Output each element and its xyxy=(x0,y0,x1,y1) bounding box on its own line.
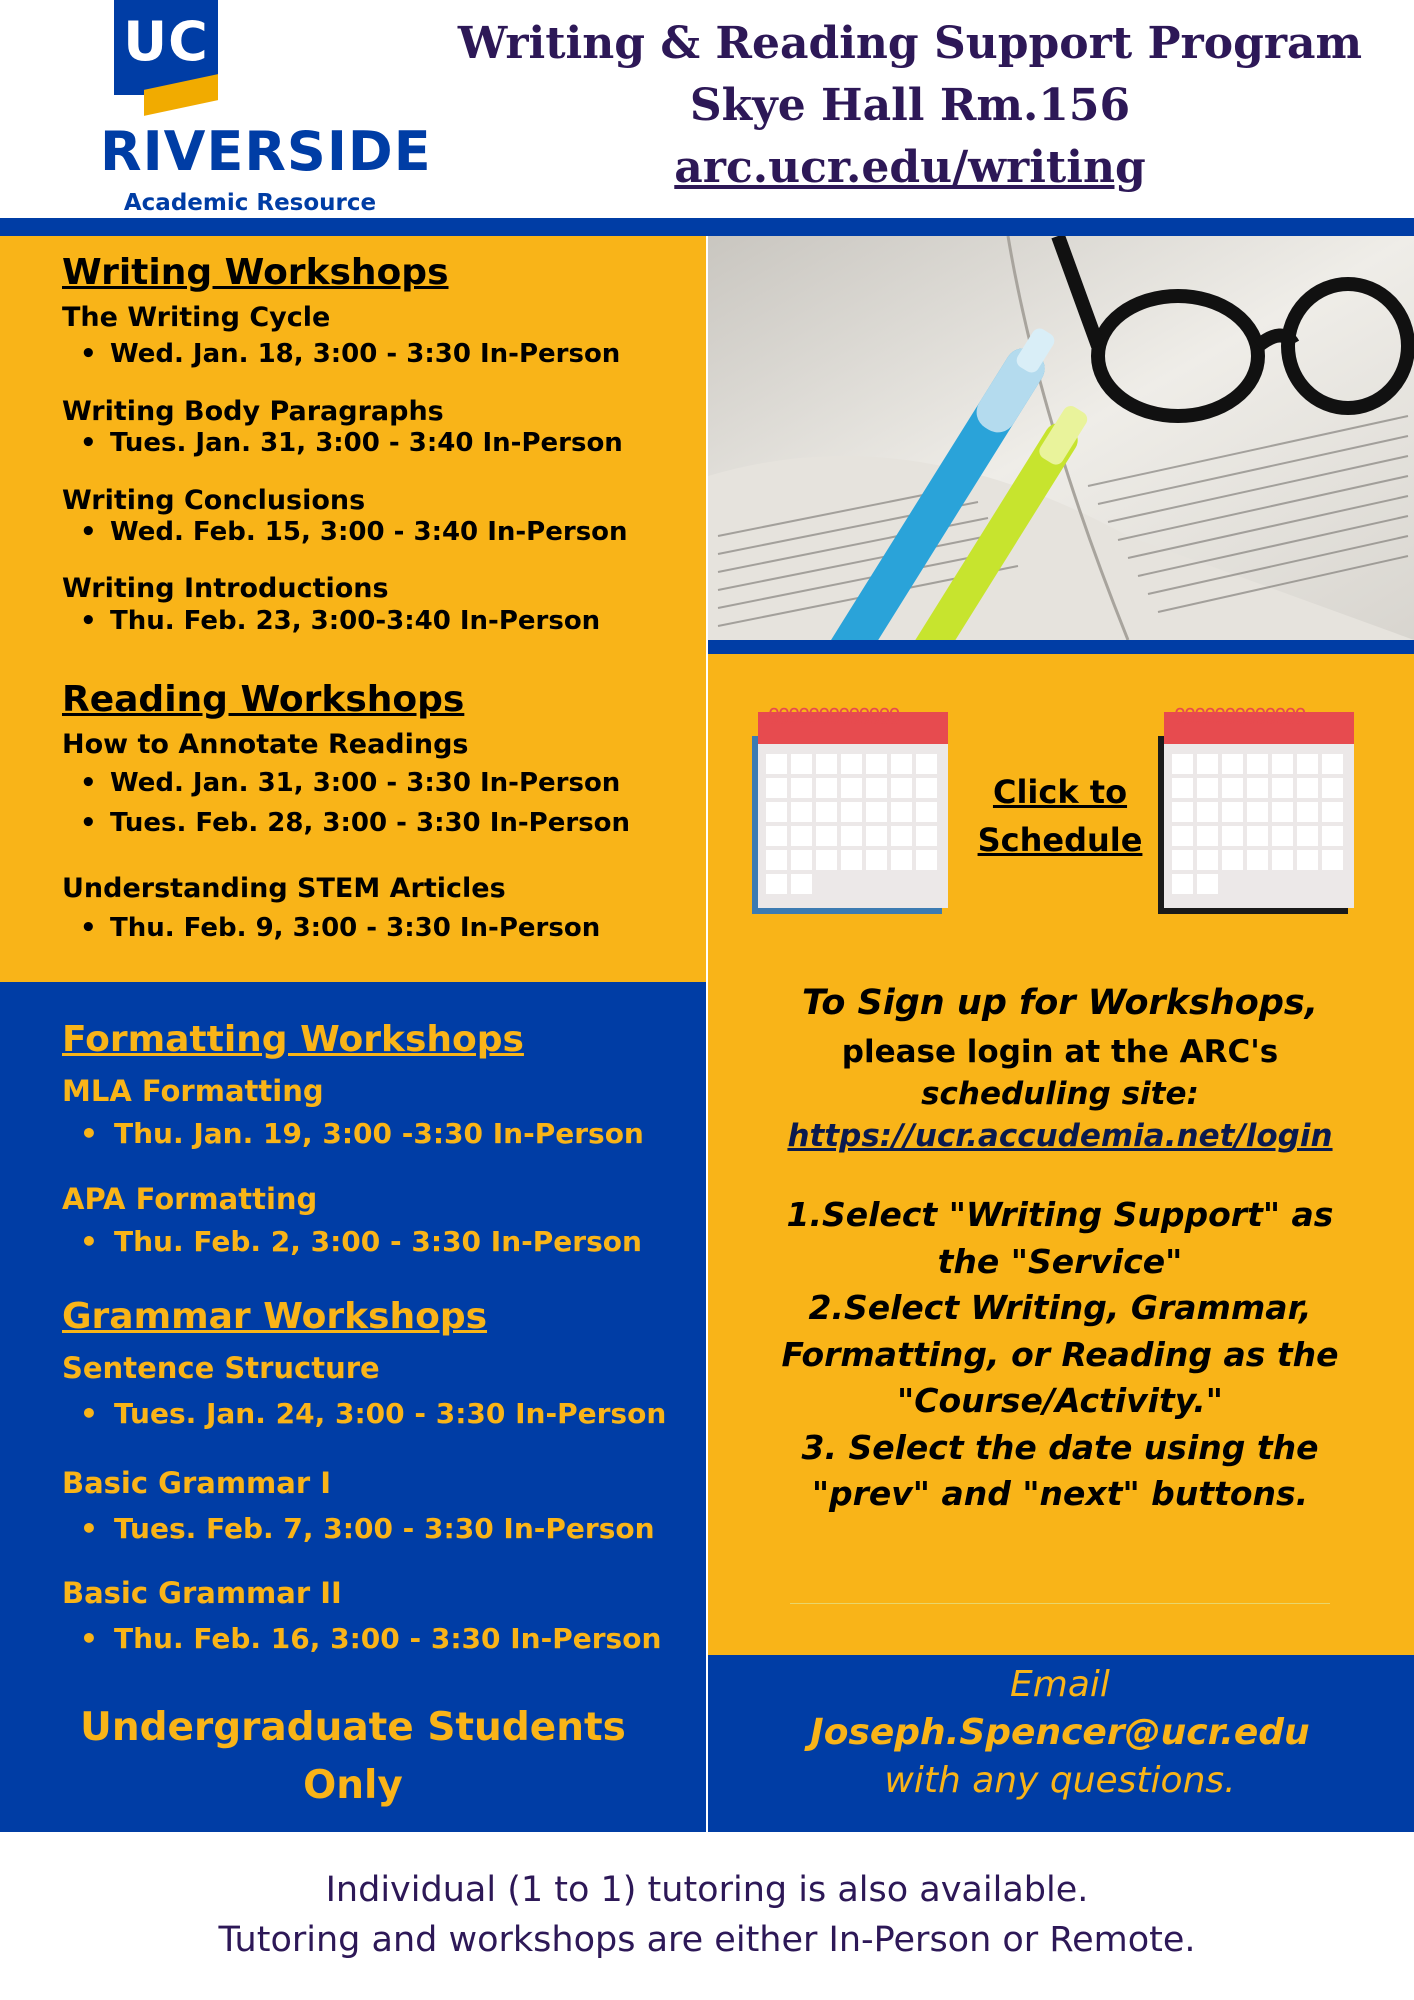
workshop-date: • Tues. Jan. 31, 3:00 - 3:40 In-Person xyxy=(80,428,623,458)
click-to-schedule-line2[interactable]: Schedule xyxy=(977,821,1143,859)
signup-step: Formatting, or Reading as the xyxy=(781,1334,1339,1374)
workshop-date: • Tues. Jan. 24, 3:00 - 3:30 In-Person xyxy=(80,1397,666,1430)
signup-instruction: scheduling site: xyxy=(921,1076,1199,1112)
workshop-title: Writing Introductions xyxy=(62,573,389,604)
calendar-icon[interactable]: ƍƍƍƍƍƍƍƍƍƍƍƍƍ xyxy=(758,700,948,908)
footer-tutoring-note: Individual (1 to 1) tutoring is also available. xyxy=(325,1870,1089,1910)
workshop-date: • Wed. Jan. 31, 3:00 - 3:30 In-Person xyxy=(80,768,620,798)
audience-note-line1: Undergraduate Students xyxy=(80,1705,626,1750)
signup-step: 1.Select "Writing Support" as xyxy=(786,1195,1334,1234)
contact-email[interactable]: Joseph.Spencer@ucr.edu xyxy=(810,1712,1310,1753)
workshop-date: • Wed. Jan. 18, 3:00 - 3:30 In-Person xyxy=(80,339,620,369)
workshop-date: • Thu. Feb. 9, 3:00 - 3:30 In-Person xyxy=(80,913,600,943)
contact-line1: Email xyxy=(1010,1664,1110,1705)
photo-divider xyxy=(708,640,1414,654)
program-title: Writing & Reading Support Program xyxy=(457,18,1363,69)
accudemia-login-link[interactable]: https://ucr.accudemia.net/login xyxy=(787,1118,1333,1154)
footer-format-note: Tutoring and workshops are either In-Person or Remote. xyxy=(218,1920,1196,1960)
workshop-date: • Thu. Feb. 23, 3:00-3:40 In-Person xyxy=(80,606,600,636)
workshop-title: How to Annotate Readings xyxy=(62,729,469,760)
book-glasses-photo xyxy=(708,236,1414,640)
signup-step: 2.Select Writing, Grammar, xyxy=(808,1288,1312,1327)
signup-step: the "Service" xyxy=(937,1241,1183,1281)
click-to-schedule-line1[interactable]: Click to xyxy=(992,773,1128,811)
reading-workshops-heading: Reading Workshops xyxy=(62,679,465,720)
audience-note xyxy=(40,1699,666,1815)
book-photo-illustration xyxy=(708,236,1414,640)
uc-logo-text: UC xyxy=(123,10,209,73)
footer xyxy=(0,1832,1414,2000)
logo-subtitle: Academic Resource xyxy=(123,190,377,216)
program-location: Skye Hall Rm.156 xyxy=(689,80,1131,131)
workshop-title: Basic Grammar II xyxy=(62,1576,342,1610)
formatting-workshops-heading: Formatting Workshops xyxy=(62,1019,524,1060)
workshop-title: Sentence Structure xyxy=(62,1351,380,1385)
workshop-title: The Writing Cycle xyxy=(62,302,331,333)
contact-line3: with any questions. xyxy=(884,1760,1236,1801)
workshop-title: MLA Formatting xyxy=(62,1074,324,1108)
calendar-icon[interactable]: ƍƍƍƍƍƍƍƍƍƍƍƍƍ xyxy=(1164,700,1354,908)
audience-note-line2: Only xyxy=(303,1763,403,1808)
click-to-schedule-link[interactable] xyxy=(960,768,1160,864)
header-divider xyxy=(0,218,1414,236)
workshop-date: • Tues. Feb. 28, 3:00 - 3:30 In-Person xyxy=(80,808,630,838)
signup-step: "prev" and "next" buttons. xyxy=(811,1474,1309,1513)
workshop-date: • Thu. Feb. 16, 3:00 - 3:30 In-Person xyxy=(80,1622,661,1655)
workshop-title: Writing Conclusions xyxy=(62,485,366,516)
workshop-title: APA Formatting xyxy=(62,1182,318,1216)
signup-step: "Course/Activity." xyxy=(897,1381,1223,1420)
workshop-date: • Thu. Jan. 19, 3:00 -3:30 In-Person xyxy=(80,1117,644,1150)
workshop-title: Basic Grammar I xyxy=(62,1466,332,1500)
signup-heading: To Sign up for Workshops, xyxy=(801,983,1319,1023)
grammar-workshops-heading: Grammar Workshops xyxy=(62,1296,488,1337)
signup-divider xyxy=(790,1603,1330,1604)
workshop-date: • Wed. Feb. 15, 3:00 - 3:40 In-Person xyxy=(80,517,628,547)
riverside-logo-text: RIVERSIDE xyxy=(100,120,432,183)
workshop-title: Understanding STEM Articles xyxy=(62,873,506,904)
signup-instruction: please login at the ARC's xyxy=(841,1034,1279,1070)
signup-steps xyxy=(760,1192,1360,1518)
workshop-title: Writing Body Paragraphs xyxy=(62,396,444,427)
workshop-date: • Thu. Feb. 2, 3:00 - 3:30 In-Person xyxy=(80,1225,642,1258)
workshop-date: • Tues. Feb. 7, 3:00 - 3:30 In-Person xyxy=(80,1512,655,1545)
signup-step: 3. Select the date using the xyxy=(801,1427,1319,1467)
contact-text xyxy=(740,1661,1380,1805)
program-website-link[interactable]: arc.ucr.edu/writing xyxy=(674,142,1146,193)
writing-workshops-heading: Writing Workshops xyxy=(62,252,449,293)
